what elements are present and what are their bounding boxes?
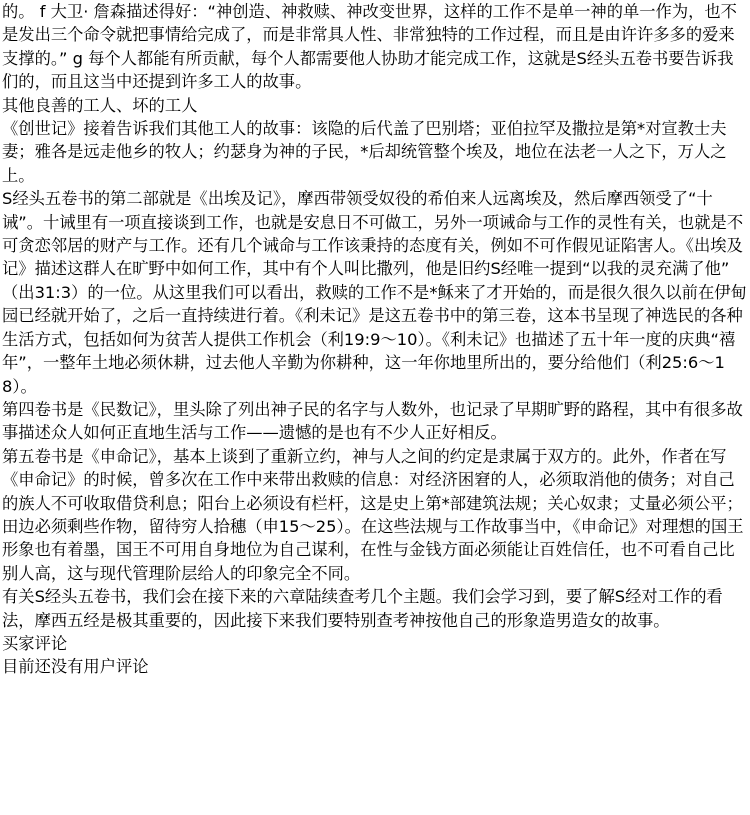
reviews-heading: 买家评论: [2, 633, 68, 653]
article-paragraph-deuteronomy: 第五卷书是《申命记》，基本上谈到了重新立约，神与人之间的约定是隶属于双方的。此外，作者在写《申命记》的时候，曾多次在工作中来带出救赎的信息：对经济困窘的人，必须取消他的债务；对自己的族人不可收取借贷利息；阳台上必须设有栏杆，这是史上第*部建筑法规；关心奴隶；丈量必须公平；田边必须剩些作物，留待穷人拾穗（申15～25）。在这些法规与工作故事当中，《申命记》对理想的国王形象也有着墨，国王不可用自身地位为自己谋利，在性与金钱方面必须能让百姓信任，也不可看自己比别人高，这与现代管理阶层给人的印象完全不同。: [2, 446, 744, 583]
article-paragraph-genesis: 《创世记》接着告诉我们其他工人的故事：该隐的后代盖了巴别塔；亚伯拉罕及撒拉是第*对宣教士夫妻；雅各是远走他乡的牧人；约瑟身为神的子民，*后却统管整个埃及，地位在法老一人之下，万人之上。: [2, 119, 727, 185]
article-paragraph-intro: 的。 f 大卫· 詹森描述得好：“神创造、神救赎、神改变世界，这样的工作不是单一神的单一作为，也不是发出三个命令就把事情给完成了，而是非常具人性、非常独特的工作过程，而且是由许许多多的爱来支撑的。” g 每个人都能有所贡献，每个人都需要他人协助才能完成工作，这就是S经头五卷书要告诉我们的，而且这当中还提到许多工人的故事。: [2, 2, 737, 92]
article-paragraph-exodus-leviticus: S经头五卷书的第二部就是《出埃及记》，摩西带领受奴役的希伯来人远离埃及，然后摩西领受了“十诫”。十诫里有一项直接谈到工作，也就是安息日不可做工，另外一项诫命与工作的灵性有关，也就是不可贪恋邻居的财产与工作。还有几个诫命与工作该秉持的态度有关，例如不可作假见证陷害人。《出埃及记》描述这群人在旷野中如何工作，其中有个人叫比撒列，他是旧约S经唯一提到“以我的灵充满了他” （出31:3）的一位。从这里我们可以看出，救赎的工作不是*稣来了才开始的，而是很久很久以前在伊甸园已经就开始了，之后一直持续进行着。《利未记》是这五卷书中的第三卷，这本书呈现了神选民的各种生活方式，包括如何为贫苦人提供工作机会（利19:9～10）。《利未记》也描述了五十年一度的庆典“禧年”，一整年土地必须休耕，过去他人辛勤为你耕种，这一年你地里所出的，要分给他们（利25:6～18）。: [2, 189, 747, 396]
reviews-empty-message: 目前还没有用户评论: [2, 657, 149, 677]
article-paragraph-conclusion: 有关S经头五卷书，我们会在接下来的六章陆续查考几个主题。我们会学习到，要了解S经对工作的看法，摩西五经是极其重要的，因此接下来我们要特别查考神按他自己的形象造男造女的故事。: [2, 587, 723, 630]
section-heading-workers: 其他良善的工人、坏的工人: [2, 95, 198, 115]
article-paragraph-numbers: 第四卷书是《民数记》，里头除了列出神子民的名字与人数外，也记录了早期旷野的路程，其中有很多故事描述众人如何正直地生活与工作——遗憾的是也有不少人正好相反。: [2, 399, 743, 443]
